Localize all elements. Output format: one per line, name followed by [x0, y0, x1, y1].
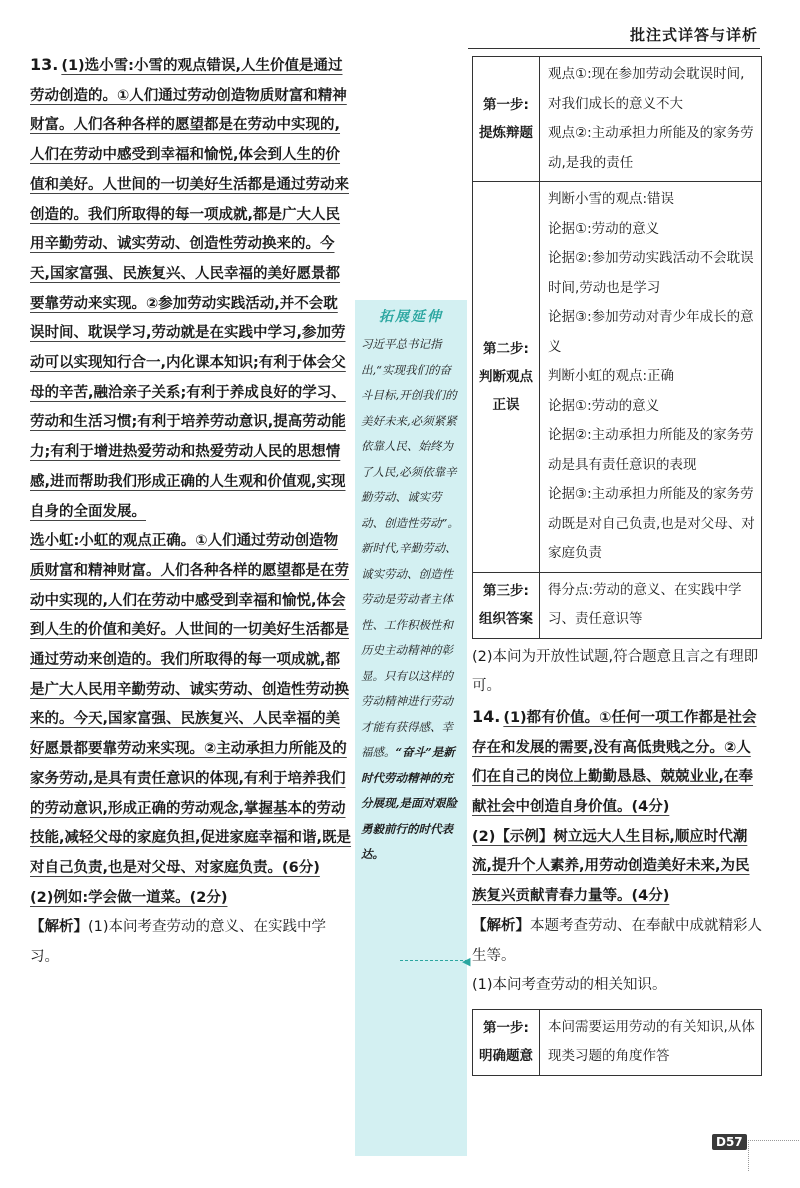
- step-content: 本问需要运用劳动的有关知识,从体现类习题的角度作答: [540, 1009, 762, 1075]
- steps-table-q14: [472, 1009, 762, 1076]
- q13-analysis-label: 【解析】: [30, 919, 88, 936]
- annotation-connector: [400, 960, 468, 961]
- q14-part3: (1)本问考查劳动的相关知识。: [472, 977, 667, 994]
- sidebar-title: 拓展延伸: [379, 309, 443, 325]
- table-row: [473, 572, 762, 638]
- header-rule: [468, 48, 760, 49]
- q13-score: (6分): [282, 859, 320, 876]
- page-header-title: 批注式详答与详析: [629, 26, 758, 44]
- q14-analysis-label: 【解析】: [472, 917, 530, 934]
- corner-dots: [748, 1140, 799, 1171]
- sidebar-text-a: 习近平总书记指出,“实现我们的奋斗目标,开创我们的美好未来,必须紧紧依靠人民、始终为了人民,必须依靠辛勤劳动、诚实劳动、创造性劳动”。新时代,辛勤劳动、诚实劳动、创造性劳动是劳动者主体性、工作积极性和历史主动精神的彰显。只有以这样的劳动精神进行劳动才能有获得感、幸福感。: [361, 337, 459, 759]
- step-content: 观点①:现在参加劳动会耽误时间,对我们成长的意义不大 观点②:主动承担力所能及的家务劳动,是我的责任: [540, 57, 762, 182]
- step-label: 第一步: 明确题意: [473, 1009, 540, 1075]
- sidebar-text-b: “奋斗”是新时代劳动精神的充分展现,是面对艰险勇毅前行的时代表达。: [361, 745, 458, 861]
- q14-analysis: [472, 912, 762, 971]
- table-row: [473, 57, 762, 182]
- q14-answer-1: (1)都有价值。①任何一项工作都是社会存在和发展的需要,没有高低贵贱之分。②人们在自己的岗位上勤勤恳恳、兢兢业业,在奉献社会中创造自身价值。: [472, 709, 757, 816]
- q13-part2-analysis: (2)本问为开放性试题,符合题意且言之有理即可。: [472, 648, 759, 695]
- right-column: [472, 56, 762, 1076]
- q13-part1: [30, 50, 352, 527]
- step-content: 得分点:劳动的意义、在实践中学习、责任意识等: [540, 572, 762, 638]
- q13-part2: (2)例如:学会做一道菜。(2分): [30, 889, 228, 906]
- q13-answer-xiaoxue: (1)选小雪:小雪的观点错误,人生价值是通过劳动创造的。①人们通过劳动创造物质财富和精神财富。人们各种各样的愿望都是在劳动中实现的,人们在劳动中感受到幸福和愉悦,体会到人生的价值和美好。人世间的一切美好生活都是通过劳动来创造的。我们所取得的每一项成就,都是广大人民用辛勤劳动、诚实劳动、创造性劳动换来的。今天,国家富强、民族复兴、人民幸福的美好愿景都要靠劳动来实现。②参加劳动实践活动,并不会耽误时间、耽误学习,劳动就是在实践中学习,参加劳动可以实现知行合一,内化课本知识;有利于体会父母的辛苦,融洽亲子关系;有利于养成良好的学习、劳动和生活习惯;有利于培养劳动意识,提高劳动能力;有利于增进热爱劳动和热爱劳动人民的思想情感,进而帮助我们形成正确的人生观和价值观,实现自身的全面发展。: [30, 58, 349, 520]
- q13-part1b: [30, 527, 352, 883]
- q14-score-2: (4分): [631, 888, 670, 905]
- step-label: 第一步: 提炼辩题: [473, 57, 540, 182]
- q13-analysis: [30, 913, 352, 972]
- page-number-badge: D57: [712, 1134, 747, 1150]
- steps-table-q13: [472, 56, 762, 639]
- q13-answer-xiaohong: 选小虹:小虹的观点正确。①人们通过劳动创造物质财富和精神财富。人们各种各样的愿望都是在劳动中实现的,人们在劳动中感受到幸福和愉悦,体会到人生的价值和美好。人世间的一切美好生活都是通过劳动来创造的。我们所取得的每一项成就,都是广大人民用辛勤劳动、诚实劳动、创造性劳动换来的。今天,国家富强、民族复兴、人民幸福的美好愿景都要靠劳动来实现。②主动承担力所能及的家务劳动,是具有责任意识的体现,有利于培养我们的劳动意识,形成正确的劳动观念,掌握基本的劳动技能,减轻父母的家庭负担,促进家庭幸福和谐,既是对自己负责,也是对父母、对家庭负责。: [30, 533, 352, 876]
- q14-analysis-text: 本题考查劳动、在奉献中成就精彩人生等。: [472, 917, 762, 964]
- table-row: [473, 1009, 762, 1075]
- step-content: 判断小雪的观点:错误 论据①:劳动的意义 论据②:参加劳动实践活动不会耽误时间,劳动也是学习 论据③:参加劳动对青少年成长的意义 判断小虹的观点:正确 论据①:劳动的意义 论据②:主动承担力所能及的家务劳动是具有责任意识的表现 论据③:主动承担力所能及的家务劳动既是对自己负责,也是对父母、对家庭负责: [540, 182, 762, 573]
- left-column: [30, 50, 352, 973]
- q13-analysis-text: (1)本问考查劳动的意义、在实践中学习。: [30, 919, 327, 966]
- q14-number: 14.: [472, 706, 501, 726]
- q13-number: 13.: [30, 55, 59, 74]
- q14-answer-2: (2)【示例】树立远大人生目标,顺应时代潮流,提升个人素养,用劳动创造美好未来,为民族复兴贡献青春力量等。: [472, 828, 750, 905]
- table-row: [473, 182, 762, 573]
- q14-part1: [472, 702, 762, 823]
- q14-score-1: (4分): [631, 799, 670, 816]
- step-label: 第二步: 判断观点 正误: [473, 182, 540, 573]
- step-label: 第三步: 组织答案: [473, 572, 540, 638]
- sidebar-text: [361, 332, 461, 868]
- q14-part2: [472, 823, 762, 912]
- extension-sidebar: [355, 300, 467, 1156]
- annotation-arrow-icon: ◀: [462, 955, 471, 968]
